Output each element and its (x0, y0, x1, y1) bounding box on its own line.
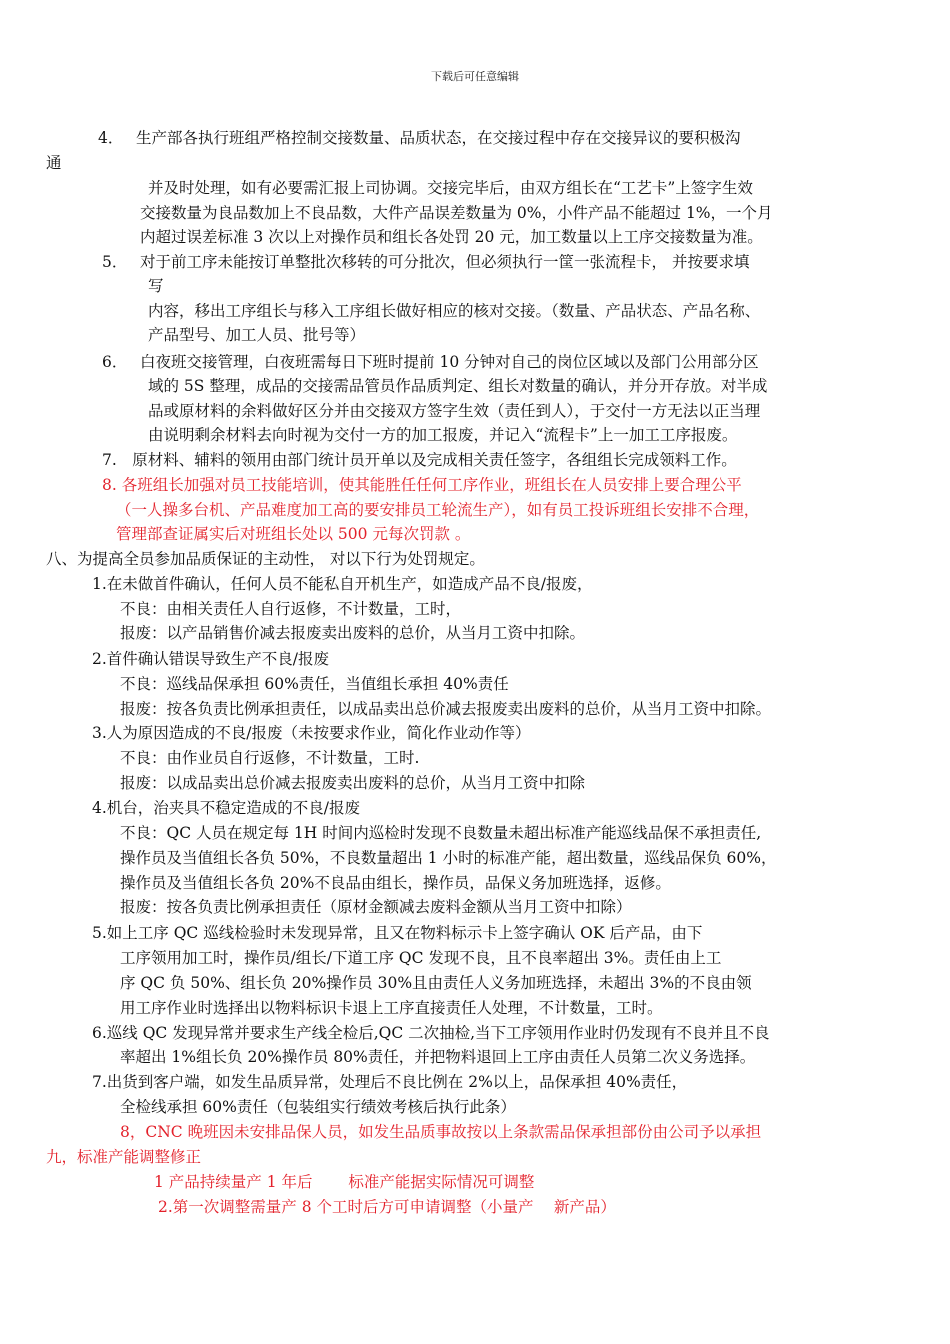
item-6-cont-1: 域的 5S 整理，成品的交接需品管员作品质判定、组长对数量的确认，并分开存放。对半成 (148, 377, 768, 395)
item-6-line: 6． 白夜班交接管理，白夜班需每日下班时提前 10 分钟对自己的岗位区域以及部门公用部分区 (102, 353, 759, 371)
item-6-cont-2: 品或原材料的余料做好区分并由交接双方签字生效（责任到人），于交付一方无法以正当理 (148, 402, 761, 420)
item-8-line: 8. 各班组长加强对员工技能培训，使其能胜任任何工序作业，班组长在人员安排上要合理公平 (102, 476, 742, 494)
page-header: 下载后可任意编辑 (431, 70, 519, 83)
rule-5: 5.如上工序 QC 巡线检验时未发现异常，且又在物料标示卡上签字确认 OK 后产品，由下 (92, 924, 703, 942)
item-8-cont-2: 管理部查证属实后对班组长处以 500 元每次罚款 。 (116, 525, 471, 543)
item-4-cont-3: 内超过误差标准 3 次以上对操作员和组长各处罚 20 元，加工数量以上工序交接数量为准。 (140, 228, 763, 246)
rule-7: 7.出货到客户端，如发生品质异常，处理后不良比例在 2%以上，品保承担 40%责任， (92, 1073, 688, 1091)
rule-1-scrap: 报废：以产品销售价减去报废卖出废料的总价，从当月工资中扣除。 (120, 624, 586, 642)
item-7-line: 7. 原材料、辅料的领用由部门统计员开单以及完成相关责任签字，各组组长完成领料工作。 (102, 451, 737, 469)
rule-8: 8，CNC 晚班因未安排品保人员，如发生品质事故按以上条款需品保承担部份由公司予以承担 (120, 1123, 762, 1141)
rule-4-defect-3: 操作员及当值组长各负 20%不良品由组长，操作员，品保义务加班选择，返修。 (120, 874, 671, 892)
rule-5-cont-2: 序 QC 负 50%、组长负 20%操作员 30%且由责任人义务加班选择，未超出 3%的不良由领 (120, 974, 752, 992)
section-9-item-1: 1 产品持续量产 1 年后 标准产能据实际情况可调整 (154, 1173, 535, 1191)
section-9-heading: 九，标准产能调整修正 (46, 1148, 202, 1166)
rule-6: 6.巡线 QC 发现异常并要求生产线全检后,QC 二次抽检,当下工序领用作业时仍发现有不良并且不良 (92, 1024, 770, 1042)
rule-3: 3.人为原因造成的不良/报废（未按要求作业，简化作业动作等） (92, 724, 531, 742)
rule-3-scrap: 报废：以成品卖出总价减去报废卖出废料的总价，从当月工资中扣除 (120, 774, 586, 792)
section-9-item-2: 2.第一次调整需量产 8 个工时后方可申请调整（小量产 新产品） (158, 1198, 616, 1216)
rule-2-scrap: 报废：按各负责比例承担责任，以成品卖出总价减去报废卖出废料的总价，从当月工资中扣除。 (120, 700, 772, 718)
item-4-cont-2: 交接数量为良品数加上不良品数，大件产品误差数量为 0%，小件产品不能超过 1%，一个月 (140, 204, 773, 222)
rule-4-scrap: 报废：按各负责比例承担责任（原材金额减去废料金额从当月工资中扣除） (120, 898, 632, 916)
rule-4-defect-1: 不良：QC 人员在规定每 1H 时间内巡检时发现不良数量未超出标准产能巡线品保不承担责任, (120, 824, 762, 842)
rule-2: 2.首件确认错误导致生产不良/报废 (92, 650, 330, 668)
item-5-cont-2: 产品型号、加工人员、批号等） (148, 326, 366, 344)
item-5-cont-1: 内容，移出工序组长与移入工序组长做好相应的核对交接。（数量、产品状态、产品名称、 (148, 302, 761, 320)
section-8-heading: 八、为提高全员参加品质保证的主动性， 对以下行为处罚规定。 (46, 550, 485, 568)
rule-3-defect: 不良：由作业员自行返修，不计数量，工时. (120, 749, 420, 767)
rule-5-cont-1: 工序领用加工时，操作员/组长/下道工序 QC 发现不良，且不良率超出 3%。责任由上工 (120, 949, 722, 967)
rule-2-defect: 不良：巡线品保承担 60%责任，当值组长承担 40%责任 (120, 675, 509, 693)
item-6-cont-3: 由说明剩余材料去向时视为交付一方的加工报废，并记入“流程卡”上一加工工序报废。 (148, 426, 738, 444)
item-5-wrap: 写 (148, 277, 164, 295)
rule-4-defect-2: 操作员及当值组长各负 50%，不良数量超出 1 小时的标准产能，超出数量，巡线品保负 60%， (120, 849, 777, 867)
item-4-line: 4． 生产部各执行班组严格控制交接数量、品质状态，在交接过程中存在交接异议的要积极沟 (98, 129, 741, 147)
rule-4: 4.机台，治夹具不稳定造成的不良/报废 (92, 799, 361, 817)
rule-5-cont-3: 用工序作业时选择出以物料标识卡退上工序直接责任人处理，不计数量，工时。 (120, 999, 663, 1017)
item-8-cont-1: （一人操多台机、产品难度加工高的要安排员工轮流生产），如有员工投诉班组长安排不合理， (116, 501, 760, 519)
item-4-wrap: 通 (46, 154, 62, 172)
item-4-cont-1: 并及时处理，如有必要需汇报上司协调。交接完毕后，由双方组长在“工艺卡”上签字生效 (148, 179, 753, 197)
rule-6-cont: 率超出 1%组长负 20%操作员 80%责任，并把物料退回上工序由责任人员第二次义务选择。 (120, 1048, 756, 1066)
rule-1: 1.在未做首件确认，任何人员不能私自开机生产，如造成产品不良/报废， (92, 575, 593, 593)
rule-7-cont: 全检线承担 60%责任（包装组实行绩效考核后执行此条） (120, 1098, 516, 1116)
item-5-line: 5． 对于前工序未能按订单整批次移转的可分批次，但必须执行一筐一张流程卡， 并按要求填 (102, 253, 750, 271)
rule-1-defect: 不良：由相关责任人自行返修，不计数量，工时， (120, 600, 462, 618)
